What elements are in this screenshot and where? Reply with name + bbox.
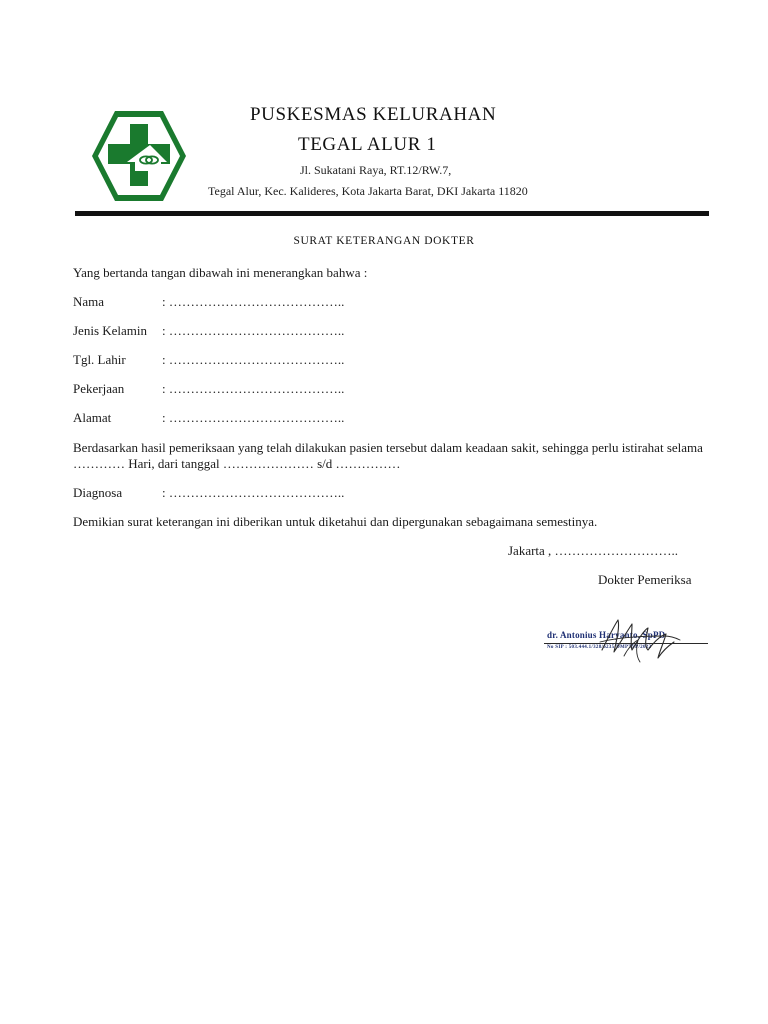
letterhead-divider [75,211,709,216]
institution-branch: TEGAL ALUR 1 [298,134,437,155]
field-value-nama: : ………………………………….. [162,294,345,309]
signer-sip-number: No SIP : 503.444.1/328/6235/DMPTSP/2022 [547,645,652,650]
field-value-alamat: : ………………………………….. [162,410,345,425]
intro-text: Yang bertanda tangan dibawah ini menerangkan bahwa : [73,265,368,280]
field-label-jenis-kelamin: Jenis Kelamin [73,323,148,338]
handwritten-signature [594,612,684,668]
field-value-diagnosa: : ………………………………….. [162,485,345,500]
field-label-tgl-lahir: Tgl. Lahir [73,352,126,367]
signer-name: dr. Antonius Haryanto. SpPD [547,630,666,640]
institution-name: PUSKESMAS KELURAHAN [250,104,497,125]
field-value-jenis-kelamin: : ………………………………….. [162,323,345,338]
field-label-nama: Nama [73,294,105,309]
puskesmas-logo-icon [90,108,188,204]
closing-text: Demikian surat keterangan ini diberikan untuk diketahui dan dipergunakan sebagaimana semestinya. [73,514,598,529]
field-label-pekerjaan: Pekerjaan [73,381,125,396]
document-title: SURAT KETERANGAN DOKTER [293,235,475,247]
field-value-pekerjaan: : ………………………………….. [162,381,345,396]
place-date: Jakarta , ……………………….. [508,543,679,558]
field-label-diagnosa: Diagnosa [73,485,123,500]
address-line-2: Tegal Alur, Kec. Kalideres, Kota Jakarta Barat, DKI Jakarta 11820 [208,184,528,198]
address-line-1: Jl. Sukatani Raya, RT.12/RW.7, [300,163,452,177]
statement-paragraph: Berdasarkan hasil pemeriksaan yang telah dilakukan pasien tersebut dalam keadaan sakit, sehingga perlu istirahat selama ………… Hari, dari tanggal ………………… s/d …………… [73,440,703,471]
field-value-tgl-lahir: : ………………………………….. [162,352,345,367]
field-label-alamat: Alamat [73,410,112,425]
signer-title: Dokter Pemeriksa [598,572,692,587]
